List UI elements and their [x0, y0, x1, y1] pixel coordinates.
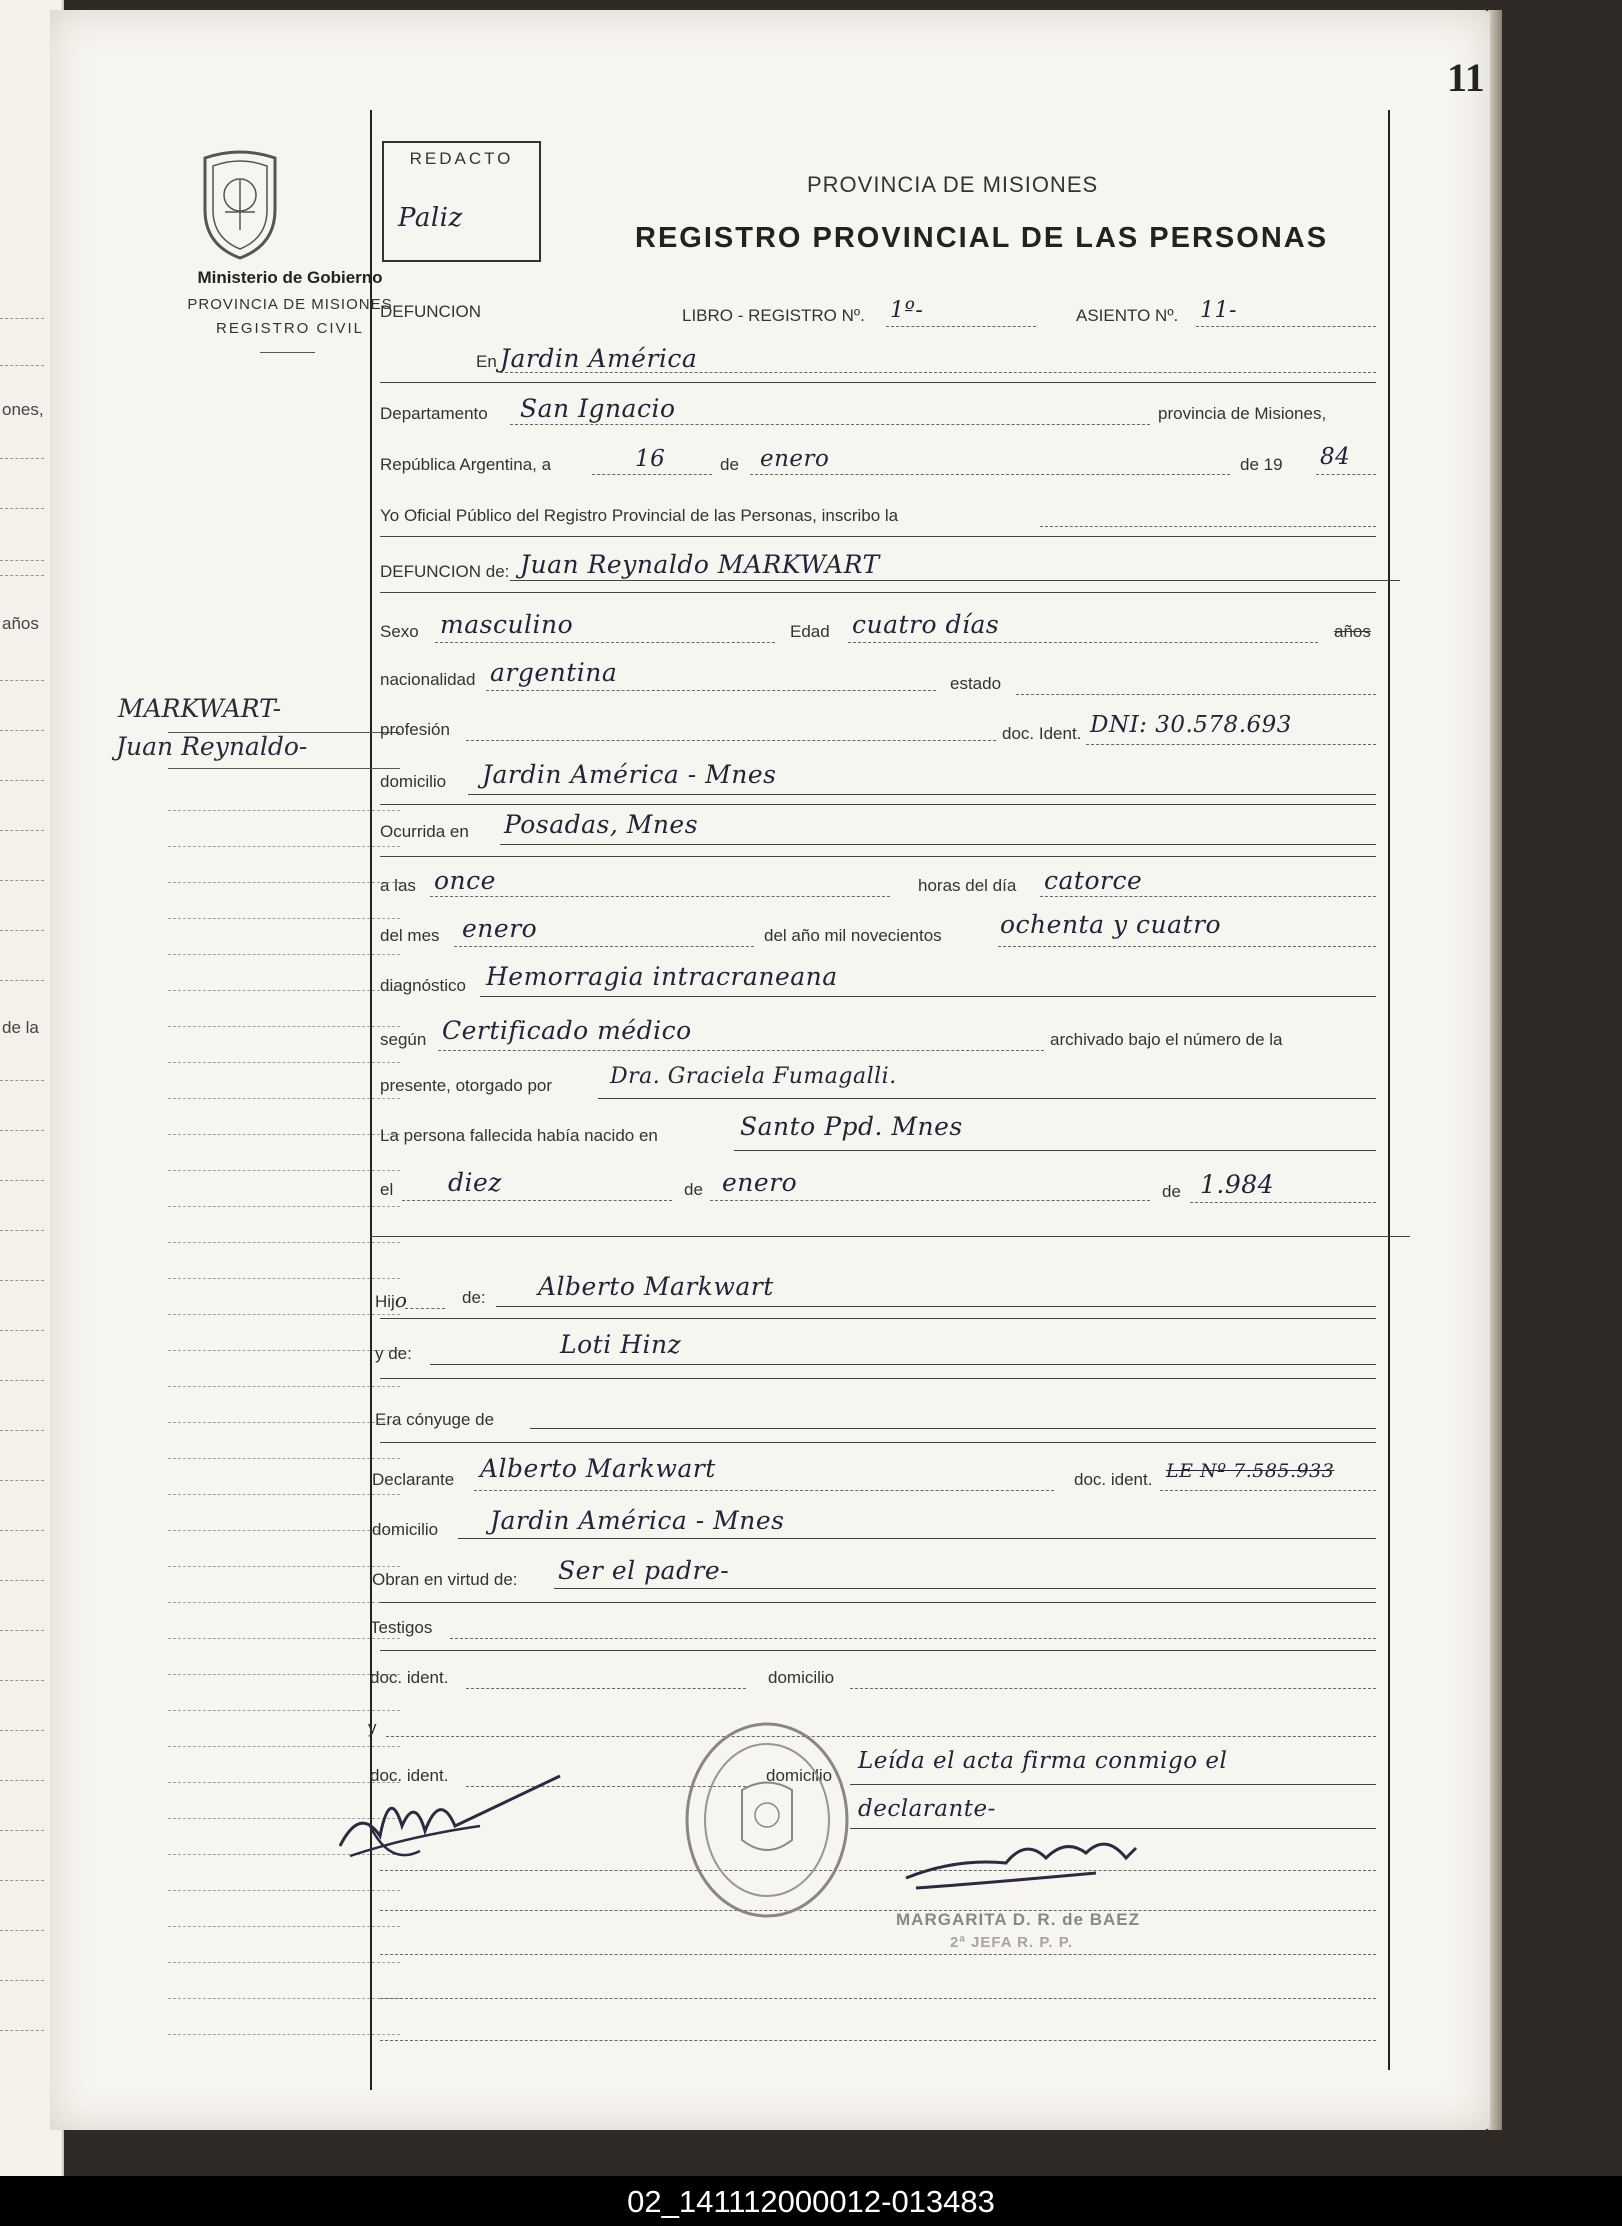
day-value: 16 [635, 446, 666, 472]
dom3-label: domicilio [766, 1766, 833, 1785]
declarant-signature [330, 1766, 590, 1876]
republica-label: República Argentina, a [380, 455, 552, 474]
ministry-office: REGISTRO CIVIL [215, 320, 365, 337]
coat-of-arms-icon [195, 150, 285, 262]
official-seal-stamp [682, 1720, 852, 1920]
de-label: de [720, 455, 739, 474]
diagnostico-value: Hemorragia intracraneana [486, 962, 838, 991]
nacido-label: La persona fallecida había nacido en [380, 1126, 658, 1145]
hijo-label: Hijo [375, 1288, 408, 1312]
prev-page-fragment: de la [2, 1018, 39, 1037]
ocurrida-value: Posadas, Mnes [504, 810, 699, 839]
alas-value: once [434, 866, 496, 895]
en-value: Jardin América [500, 344, 698, 373]
declarante-doc-label: doc. ident. [1074, 1470, 1153, 1489]
prev-page-fragment: ones, [2, 400, 44, 419]
official-name: MARGARITA D. R. de BAEZ [896, 1910, 1140, 1929]
testdom-label: domicilio [768, 1668, 835, 1687]
declarante-doc-value: LE Nº 7.585.933 [1166, 1460, 1335, 1482]
provincia-label: provincia de Misiones, [1158, 404, 1327, 423]
header-province: PROVINCIA DE MISIONES [807, 172, 1099, 197]
delmes-value: enero [462, 914, 538, 943]
y-label: y [368, 1718, 377, 1737]
docident-label: doc. Ident. [1002, 724, 1082, 743]
el-label: el [380, 1180, 394, 1199]
edad-value: cuatro días [852, 610, 1000, 639]
domicilio-label: domicilio [380, 772, 447, 791]
de3-value: 1.984 [1200, 1170, 1275, 1199]
anos-label: años [1334, 622, 1371, 641]
estado-label: estado [950, 674, 1002, 693]
nacionalidad-value: argentina [490, 658, 618, 687]
y-de-value: Loti Hinz [560, 1330, 682, 1359]
ocurrida-label: Ocurrida en [380, 822, 469, 841]
anomil-label: del año mil novecientos [764, 926, 942, 945]
alas-label: a las [380, 876, 416, 895]
image-caption: 02_141112000012-013483 [627, 2184, 995, 2219]
month-value: enero [760, 446, 830, 472]
margin-note-name: Juan Reynaldo- [116, 732, 308, 761]
prev-page-fragment: años [2, 614, 39, 633]
obran-label: Obran en virtud de: [372, 1570, 518, 1589]
redacto-label: REDACTO [409, 149, 514, 168]
y-de-label: y de: [375, 1344, 412, 1363]
oficial-text: Yo Oficial Público del Registro Provincial de las Personas, inscribo la [380, 506, 899, 525]
delmes-label: del mes [380, 926, 440, 945]
diagnostico-label: diagnóstico [380, 976, 467, 995]
de2-label: de [684, 1180, 703, 1199]
year-label: de 19 [1240, 455, 1283, 474]
doc-type-label: DEFUNCION [380, 302, 482, 321]
ministry-province: PROVINCIA DE MISIONES [187, 296, 393, 313]
dom3-value-line1: Leída el acta firma conmigo el [858, 1748, 1228, 1774]
presente-label: presente, otorgado por [380, 1076, 553, 1095]
declarante-value: Alberto Markwart [480, 1454, 716, 1483]
official-title: 2ª JEFA R. P. P. [950, 1934, 1073, 1951]
edad-label: Edad [790, 622, 830, 641]
nacionalidad-label: nacionalidad [380, 670, 476, 689]
asiento-label: ASIENTO Nº. [1076, 306, 1179, 325]
domicilio2-label: domicilio [372, 1520, 439, 1539]
redacto-box [382, 141, 541, 262]
ministry-name: Ministerio de Gobierno [197, 268, 383, 287]
obran-value: Ser el padre- [558, 1556, 730, 1585]
presente-value: Dra. Graciela Fumagalli. [610, 1064, 897, 1089]
de2-value: enero [722, 1168, 798, 1197]
hijo-de-label: de: [462, 1288, 486, 1307]
doc3-label: doc. ident. [370, 1766, 449, 1785]
header-registry: REGISTRO PROVINCIAL DE LAS PERSONAS [635, 222, 1329, 254]
testdoc-label: doc. ident. [370, 1668, 449, 1687]
sexo-value: masculino [440, 610, 574, 639]
nacido-value: Santo Ppd. Mnes [740, 1112, 963, 1141]
declarante-label: Declarante [372, 1470, 455, 1489]
conyuge-label: Era cónyuge de [375, 1410, 495, 1429]
official-signature [896, 1828, 1146, 1908]
segun-value: Certificado médico [442, 1016, 692, 1045]
caption-bar [0, 2176, 1622, 2226]
page-edge-shadow [1488, 10, 1502, 2130]
horas-label: horas del día [918, 876, 1017, 895]
margin-note-surname: MARKWART- [118, 694, 282, 723]
sexo-label: Sexo [380, 622, 419, 641]
redacto-signature: Paliz [398, 203, 463, 233]
docident-value: DNI: 30.578.693 [1090, 712, 1292, 738]
archivado-label: archivado bajo el número de la [1050, 1030, 1283, 1049]
departamento-label: Departamento [380, 404, 488, 423]
hijo-de-value: Alberto Markwart [538, 1272, 774, 1301]
right-rule [1388, 110, 1390, 2070]
register-page [50, 10, 1490, 2130]
profesion-label: profesión [380, 720, 450, 739]
departamento-value: San Ignacio [520, 394, 676, 423]
domicilio-value: Jardin América - Mnes [482, 760, 777, 789]
de3-label: de [1162, 1182, 1181, 1201]
asiento-value: 11- [1200, 298, 1237, 323]
domicilio2-value: Jardin América - Mnes [490, 1506, 785, 1535]
dom3-value-line2: declarante- [858, 1796, 996, 1822]
horas-value: catorce [1044, 866, 1143, 895]
anomil-value: ochenta y cuatro [1000, 910, 1222, 939]
defuncion-value: Juan Reynaldo MARKWART [520, 550, 880, 579]
defuncion-label: DEFUNCION de: [380, 562, 510, 581]
testigos-label: Testigos [370, 1618, 433, 1637]
page-number: 11 [1447, 55, 1485, 100]
libro-value: 1º- [890, 298, 924, 323]
year-value: 84 [1320, 444, 1351, 470]
libro-label: LIBRO - REGISTRO Nº. [682, 306, 865, 325]
en-label: En [476, 352, 497, 371]
el-value: diez [448, 1168, 502, 1197]
segun-label: según [380, 1030, 427, 1049]
